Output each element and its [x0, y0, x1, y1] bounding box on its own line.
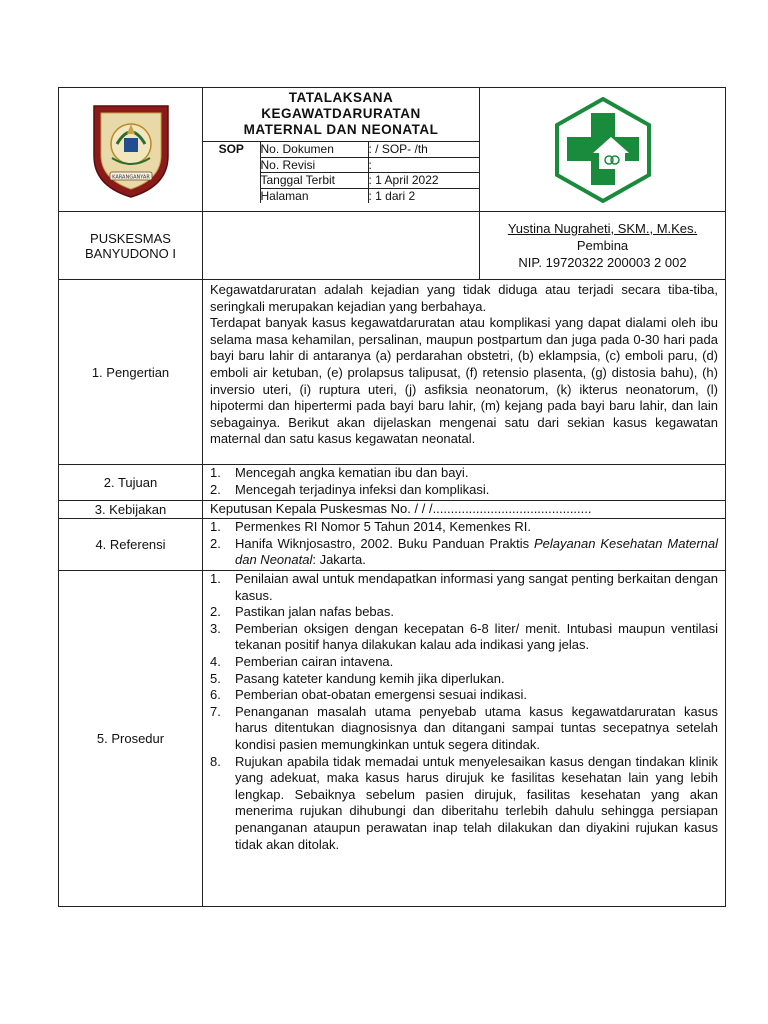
regional-coat-of-arms-icon — [90, 100, 172, 200]
blank-cell — [203, 212, 480, 280]
prosedur-label: 5. Prosedur — [59, 571, 203, 907]
section-prosedur — [59, 571, 726, 907]
page-label: Halaman — [260, 188, 368, 203]
doc-info-table — [203, 141, 479, 203]
list-item: 2. Pastikan jalan nafas bebas. — [210, 604, 394, 620]
list-item: 7. Penanganan masalah utama penyebab utama kasus kegawatdaruratan kasus harus ditentukan diagnosisnya dan ditangani sampai tuntas secepatnya setelah kondisi pasien memungkinkan untuk segera ditindak. — [210, 703, 718, 752]
sop-document — [58, 87, 725, 907]
revision-value: : — [368, 157, 479, 173]
revision-label: No. Revisi — [260, 157, 368, 173]
left-logo-cell — [59, 88, 203, 212]
referensi-label: 4. Referensi — [59, 519, 203, 571]
referensi-content — [203, 519, 726, 571]
list-item: 1. Penilaian awal untuk mendapatkan informasi yang sangat penting berkaitan dengan kasus. — [210, 571, 718, 603]
pengertian-paragraph-2: Terdapat banyak kasus kegawatdaruratan atau komplikasi yang dapat dialami oleh ibu selama masa kehamilan, persalinan, maupun postpartum dan juga pada 0-30 hari pada bayi baru lahir di antaranya (a) perdarahan obstetri, (b) eklampsia, (c) emboli paru, (d) emboli air ketuban, (e) prolapsus talipusat, (f) retensio plasenta, (g) distosia bahu), (h) inversio uteri, (i) ruptura uteri, (j) asfiksia neonatorum, (k) ikterus neonatorum, (l) hipotermi dan hipertermi pada bayi baru lahir, (m) kejang pada bayi baru lahir, dan lain sebagainya. Berikut akan dijelaskan mengenai satu dari sekian kasus kegawatan maternal dan satu kasus kegawatan neonatal. — [210, 315, 718, 447]
doc-number-label: No. Dokumen — [260, 142, 368, 158]
doc-number-value: : / SOP- /th — [368, 142, 479, 158]
title-block — [203, 88, 480, 212]
list-item: 1. Mencegah angka kematian ibu dan bayi. — [210, 465, 469, 480]
list-item: 2. Mencegah terjadinya infeksi dan komplikasi. — [210, 481, 490, 497]
list-item: 3. Pemberian oksigen dengan kecepatan 6-8 liter/ menit. Intubasi maupun ventilasi tekanan positif hanya dilakukan kalau ada indikasi yang jelas. — [210, 620, 718, 653]
list-item: 6. Pemberian obat-obatan emergensi sesuai indikasi. — [210, 687, 527, 703]
tujuan-label: 2. Tujuan — [59, 465, 203, 501]
signer-title: Pembina — [576, 238, 629, 253]
header-row — [59, 88, 726, 212]
puskesmas-name — [59, 212, 203, 280]
sop-label: SOP — [203, 142, 260, 204]
section-referensi — [59, 519, 726, 571]
title-line-1: TATALAKSANA — [288, 90, 394, 105]
issue-date-label: Tanggal Terbit — [260, 173, 368, 189]
sop-table — [58, 87, 726, 907]
signer-name: Yustina Nugraheti, SKM., M.Kes. — [507, 221, 698, 236]
title-line-3: MATERNAL DAN NEONATAL — [243, 122, 439, 137]
signer-nip: NIP. 19720322 200003 2 002 — [518, 255, 687, 270]
title-line-2: KEGAWATDARURATAN — [261, 106, 421, 121]
prosedur-content — [203, 571, 726, 907]
list-item: 5. Pasang kateter kandung kemih jika diperlukan. — [210, 670, 505, 686]
signer-block — [480, 212, 726, 280]
org-row — [59, 212, 726, 280]
coat-of-arms-ribbon: KARANGANYAR — [111, 174, 150, 180]
issue-date-value: : 1 April 2022 — [368, 173, 479, 189]
kebijakan-label: 3. Kebijakan — [59, 501, 203, 519]
right-logo-cell — [480, 88, 726, 212]
kebijakan-text: Keputusan Kepala Puskesmas No. / / /............................................ — [210, 501, 592, 516]
section-tujuan — [59, 465, 726, 501]
puskesmas-name-line1: PUSKESMAS — [90, 230, 171, 246]
puskesmas-green-cross-logo-icon — [553, 97, 653, 203]
pengertian-paragraph-1: Kegawatdaruratan adalah kejadian yang tidak diduga atau terjadi secara tiba-tiba, seringkali merupakan kejadian yang berbahaya. — [210, 282, 718, 314]
document-title — [203, 88, 479, 138]
section-kebijakan — [59, 501, 726, 519]
list-item: 1. Permenkes RI Nomor 5 Tahun 2014, Kemenkes RI. — [210, 519, 532, 534]
pengertian-label: 1. Pengertian — [59, 280, 203, 465]
list-item: 4. Pemberian cairan intavena. — [210, 653, 394, 669]
tujuan-content — [203, 465, 726, 501]
puskesmas-name-line2: BANYUDONO I — [84, 245, 176, 261]
list-item: 2. Hanifa Wiknjosastro, 2002. Buku Panduan Praktis Pelayanan Kesehatan Maternal dan Neonatal: Jakarta. — [210, 535, 718, 568]
page-value: : 1 dari 2 — [368, 188, 479, 203]
pengertian-content — [203, 280, 726, 465]
kebijakan-content — [203, 501, 726, 519]
section-pengertian — [59, 280, 726, 465]
list-item: 8. Rujukan apabila tidak memadai untuk menyelesaikan kasus dengan tindakan klinik yang adekuat, maka kasus harus dirujuk ke fasilitas kesehatan lain yang lebih lengkap. Sebaiknya sebelum pasien dirujuk, fasilitas kesehatan yang akan menerima rujukan dihubungi dan diberitahu terlebih dahulu sehingga persiapan penanganan ataupun perawatan inap telah dilakukan dan diyakini rujukan kasus tidak akan ditolak. — [210, 753, 718, 852]
